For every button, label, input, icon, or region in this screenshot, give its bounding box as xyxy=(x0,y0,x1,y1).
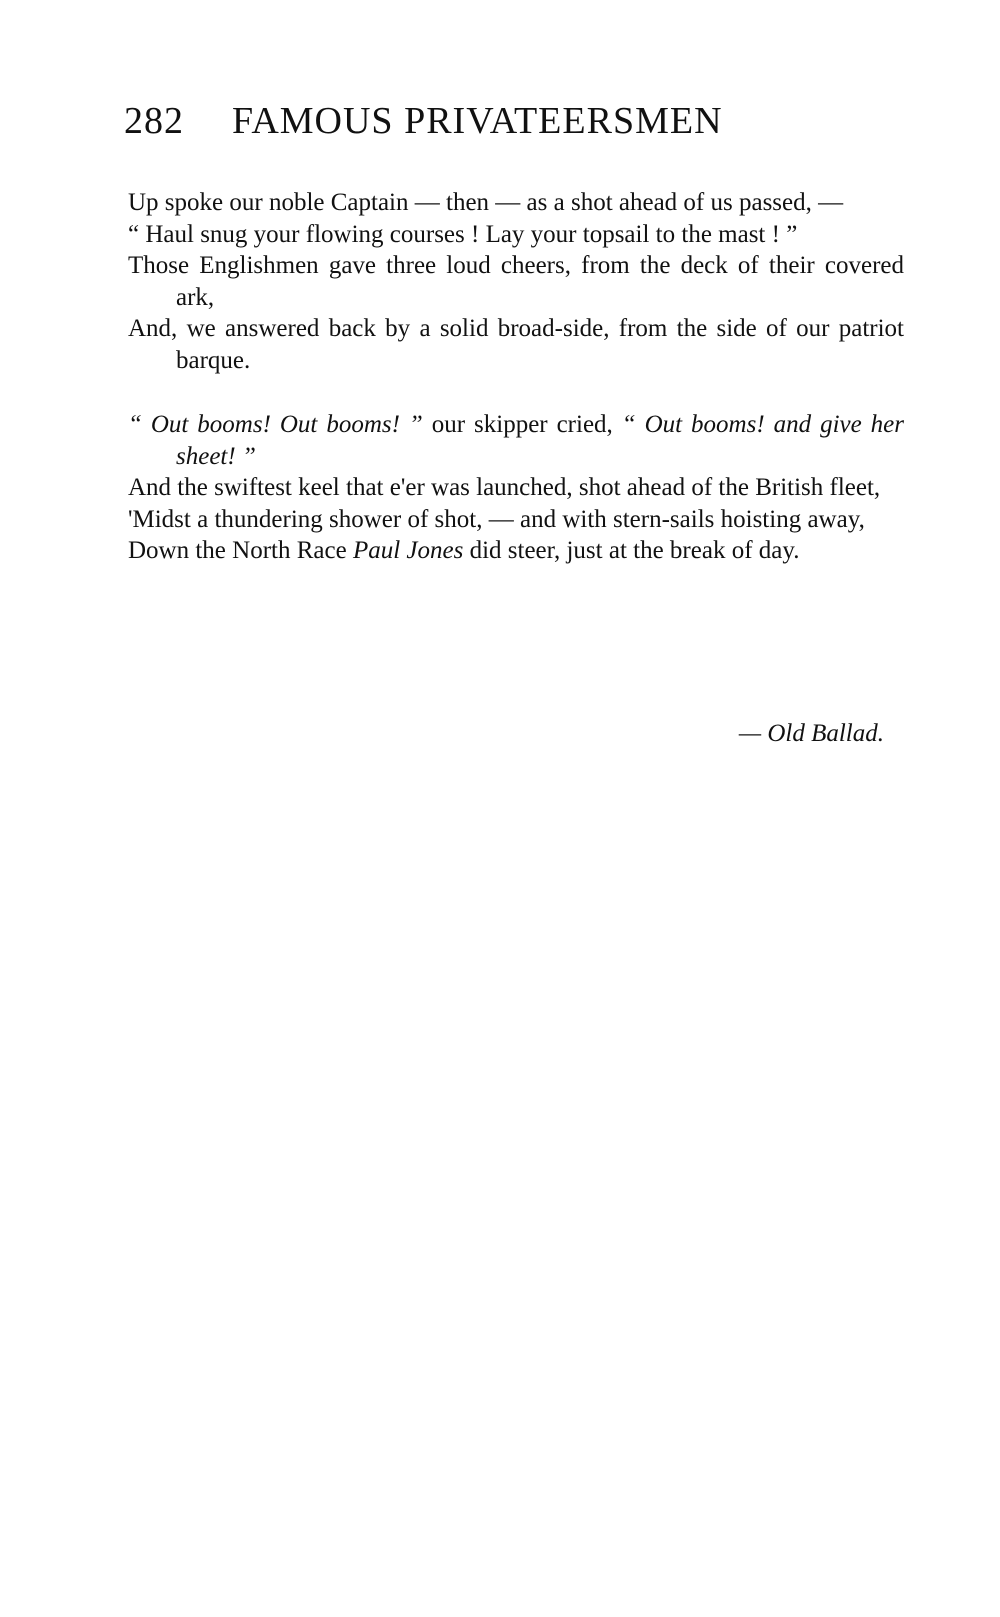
verse-line xyxy=(128,409,904,472)
stanza-2 xyxy=(128,409,904,567)
running-title: FAMOUS PRIVATEERSMEN xyxy=(232,100,723,142)
verse-line: Up spoke our noble Captain — then — as a shot ahead of us passed, — xyxy=(128,189,844,216)
page-number: 282 xyxy=(124,100,184,142)
stanza-1 xyxy=(128,187,904,376)
poem xyxy=(128,187,904,600)
verse-text: our skipper cried, xyxy=(422,411,622,438)
verse-line xyxy=(128,535,904,567)
verse-italic-text: “ Out booms! Out booms! ” xyxy=(128,411,423,438)
verse-text: Down the North Race xyxy=(128,537,353,564)
verse-line: And the swiftest keel that e'er was launched, shot ahead of the British fleet, xyxy=(128,474,881,501)
verse-line: 'Midst a thundering shower of shot, — and with stern-sails hoisting away, xyxy=(128,505,865,533)
verse-line: “ Haul snug your flowing courses ! Lay your topsail to the mast ! ” xyxy=(128,220,798,248)
verse-line: And, we answered back by a solid broad-side, from the side of our patriot barque. xyxy=(128,315,904,374)
verse-text: did steer, just at the break of day. xyxy=(463,537,800,564)
page-header xyxy=(124,96,824,146)
attribution: — Old Ballad. xyxy=(738,720,884,747)
verse-line: Those Englishmen gave three loud cheers, from the deck of their covered ark, xyxy=(128,252,904,311)
ship-name: Paul Jones xyxy=(352,537,464,564)
verse-italic-text: “ Out booms! and give her sheet! ” xyxy=(176,411,904,470)
